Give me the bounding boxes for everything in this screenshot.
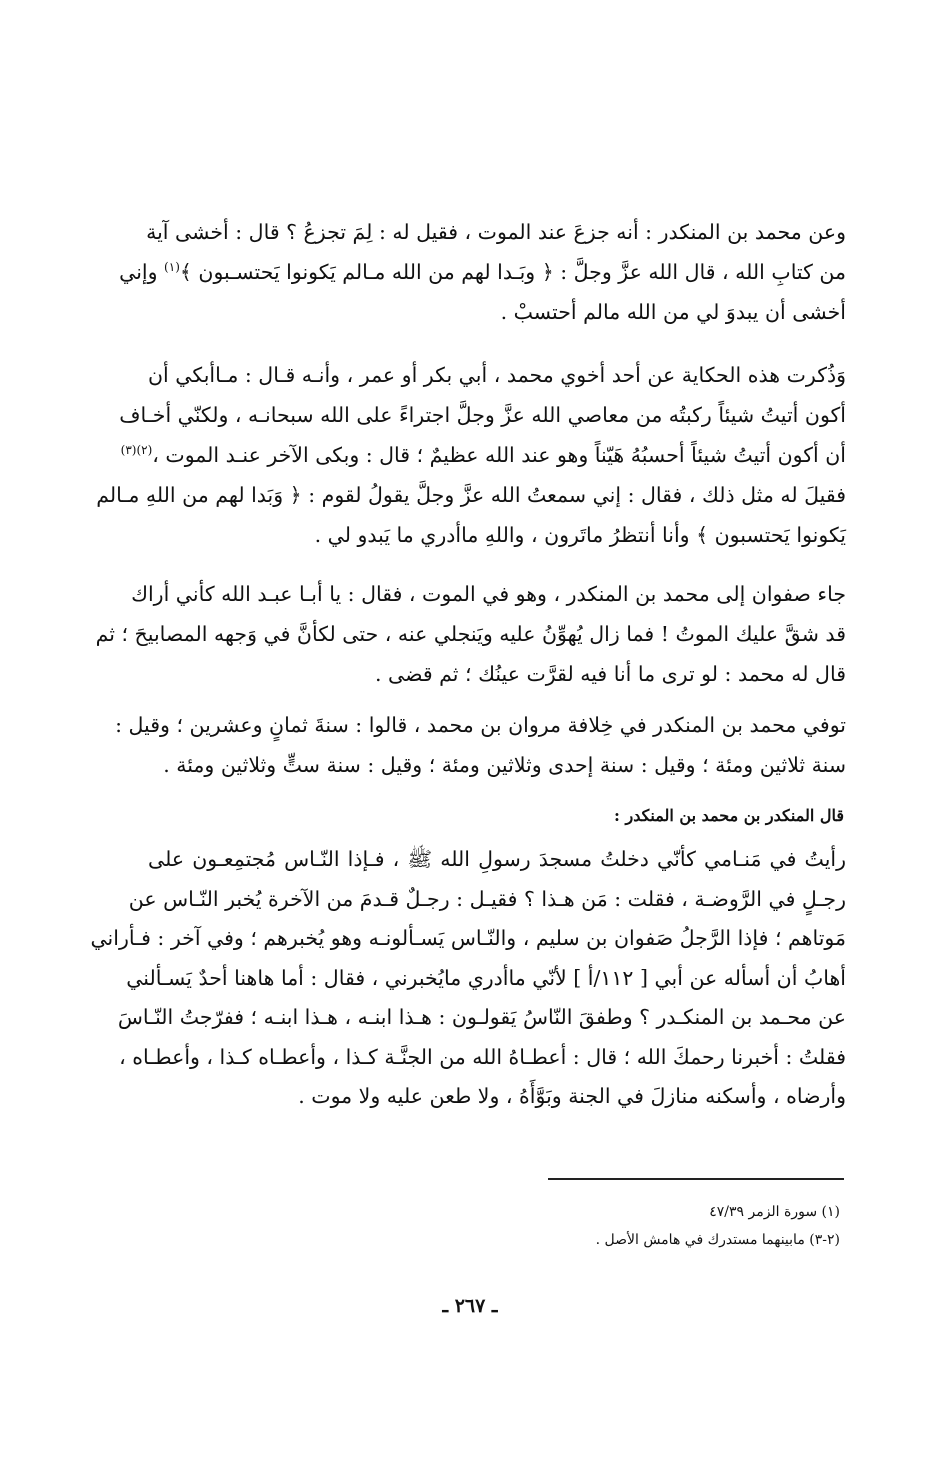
footnote-divider: [548, 1178, 844, 1180]
paragraph-3: [95, 574, 846, 694]
paragraph-line: عن محـمد بن المنكـدر ؟ وطفقَ النّاسُ يَقولـون : هـذا ابنـه ، هـذا ابنـه ؛ ففرّجتُ النّـاسَ: [117, 1005, 846, 1029]
paragraph-line: أخشى أن يبدوَ لي من الله مالم أحتسبْ .: [500, 300, 846, 324]
footnote-ref: (٢): [136, 443, 153, 458]
paragraph-line: وعن محمد بن المنكدر : أنه جزعَ عند الموت ، فقيل له : لِمَ تجزعُ ؟ قال : أخشى آية: [146, 220, 846, 244]
paragraph-line: أهابُ أن أسأله عن أبي [ ١١٢/أ ] لأنّي ماأدري مايُخبرني ، فقال : أما هاهنا أحدٌ يَسـألني: [126, 965, 846, 990]
paragraph-line: سنة ثلاثين ومئة ؛ وقيل : سنة إحدى وثلاثين ومئة ؛ وقيل : سنة ستٍّ وثلاثين ومئة .: [163, 753, 846, 777]
paragraph-line: [119, 252, 846, 292]
paragraph-line: مَوتاهم ؛ فإذا الرَّجلُ صَفوان بن سليم ، والنّـاس يَسـألونـه وهو يُخبرهم ؛ وفي آخر : فـأراني: [90, 926, 846, 950]
paragraph-line: قد شقَّ عليك الموتُ ! فما زال يُهوِّنُ عليه ويَنجلي عنه ، حتى لكأنَّ في وَجهه المصابيحَ ؛ ثم: [95, 622, 846, 646]
footnote-ref: (١): [164, 260, 180, 275]
paragraph-2: [96, 355, 846, 555]
paragraph-line: جاء صفوان إلى محمد بن المنكدر ، وهو في الموت ، فقال : يا أبـا عبـد الله كأني أراك: [131, 582, 846, 606]
paragraph-line: وأرضاه ، وأسكنه منازلَ في الجنة وبَوَّأَهُ ، ولا طعن عليه ولا موت .: [298, 1084, 846, 1108]
footnotes: [400, 1198, 840, 1254]
paragraph-4: [115, 705, 846, 785]
paragraph-line-text: من كتابِ الله ، قال الله عزَّ وجلَّ : ﴿ وبَـدا لهم من الله مـالم يَكونوا يَحتسـبون ﴾: [179, 260, 846, 284]
paragraph-line: توفي محمد بن المنكدر في خِلافة مروان بن محمد ، قالوا : سنةَ ثمانٍ وعشرين ؛ وقيل :: [115, 713, 846, 737]
paragraph-line: [120, 435, 846, 475]
paragraph-line-tail: وإني: [119, 260, 158, 284]
paragraph-line-text: أن أكون أتيتُ شيئاً أحسبُهُ هَيّناً وهو عند الله عظيمٌ ؛ قال : وبكى الآخر عنـد الموت ،: [152, 443, 846, 467]
footnote-ref: (٣): [120, 443, 137, 458]
paragraph-line: رجـلٍ في الرَّوضـة ، فقلت : مَن هـذا ؟ فقيـل : رجـلٌ قـدمَ من الآخرة يُخبر النّـاس عن: [128, 886, 846, 911]
paragraph-1: [119, 212, 846, 332]
paragraph-line: فقيلَ له مثل ذلك ، فقال : إني سمعتُ الله عزَّ وجلَّ يقولُ لقوم : ﴿ وَبَدا لهم من اللهِ مـالم: [96, 483, 846, 507]
paragraph-line: فقلتُ : أخبرنا رحمكَ الله ؛ قال : أعطـاهُ الله من الجنَّـة كـذا ، وأعطـاه كـذا ، وأعطـاه ،: [119, 1044, 846, 1069]
footnote-1: (١) سورة الزمر ٤٧/٣٩: [709, 1204, 840, 1220]
paragraph-line: يَكونوا يَحتسبون ﴾ وأنا أنتظرُ ماتَرون ، واللهِ ماأدري ما يَبدو لي .: [314, 523, 846, 547]
section-body: [90, 840, 846, 1117]
paragraph-line: وَذُكرت هذه الحكاية عن أحد أخوي محمد ، أبي بكر أو عمر ، وأنـه قـال : مـاأبكي أن: [148, 363, 846, 387]
footnote-2: (٢-٣) مابينهما مستدرك في هامش الأصل .: [595, 1232, 840, 1248]
paragraph-line: رأيتُ في مَنـامي كأنّي دخلتُ مسجدَ رسولِ الله ﷺ ، فـإذا النّـاس مُجتمِعـون على: [148, 847, 846, 871]
paragraph-line: قال له محمد : لو ترى ما أنا فيه لقرَّت عينُك ؛ ثم قضى .: [374, 662, 846, 686]
paragraph-line: أكون أتيتُ شيئاً ركبتُه من معاصي الله عزَّ وجلَّ اجتراءً على الله سبحانـه ، ولكنّي أخـاف: [119, 403, 846, 427]
section-heading: قال المنكدر بن محمد بن المنكدر :: [613, 806, 844, 825]
page-number: ـ ٢٦٧ ـ: [442, 1295, 498, 1317]
